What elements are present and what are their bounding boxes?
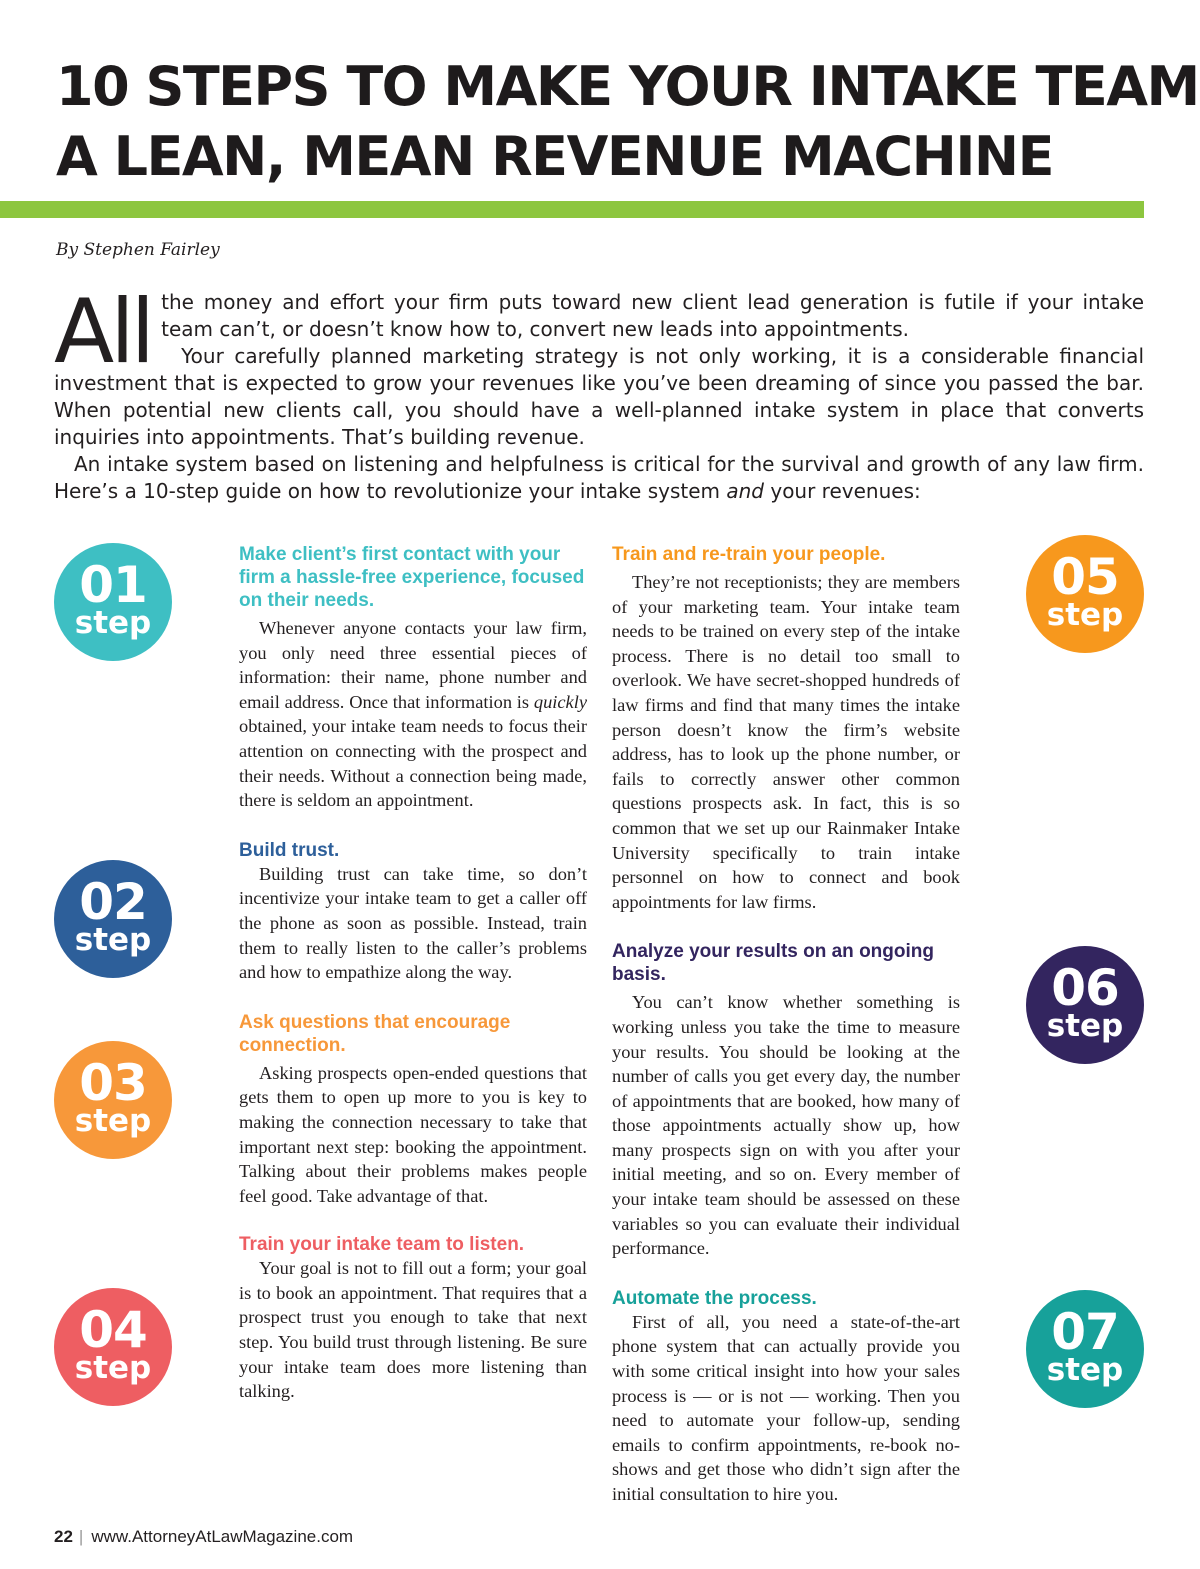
step-01-body-text: Whenever anyone contacts your law firm, you only need three essential pieces of information: their name, phone number and email address. Once that information is — [239, 618, 587, 712]
intro-paragraph-3 — [54, 451, 1144, 505]
step-number: 07 — [1051, 1303, 1119, 1361]
intro-text — [54, 280, 1144, 505]
intro-paragraph-1: the money and effort your firm puts toward new client lead generation is futile if your intake team can’t, or doesn’t know how to, convert new leads into appointments. — [161, 290, 1144, 341]
step-number: 06 — [1051, 959, 1119, 1017]
step-07-badge — [1026, 1290, 1144, 1408]
step-label: step — [74, 605, 152, 641]
step-01-body — [239, 616, 587, 813]
step-label: step — [74, 1103, 152, 1139]
step-07-body: First of all, you need a state-of-the-art phone system that can actually provide you with some critical insight into how your sales process is — or is not — working. Then you need to automate your follow-up, sending emails to confirm appointments, re-book no-shows and get those who didn’t sign after the initial consultation to hire you. — [612, 1311, 960, 1504]
step-04-section — [239, 1233, 587, 1404]
step-label: step — [1046, 1352, 1124, 1388]
step-04-heading: Train your intake team to listen. — [239, 1234, 525, 1256]
title-line-2: A LEAN, MEAN REVENUE MACHINE — [56, 125, 1053, 188]
step-number: 01 — [79, 556, 147, 614]
step-05-body: They’re not receptionists; they are members of your marketing team. Your intake team needs to be trained on every step of the intake process. There is no detail too small to overlook. We have secret-shopped hundreds of law firms and find that many times the intake person doesn’t know the firm’s website address, has to look up the phone number, or fails to correctly answer other common questions prospects ask. In fact, this is so common that we set up our Rainmaker Intake University specifically to train intake personnel on how to connect and book appointments for law firms. — [612, 572, 960, 912]
footer-website-link[interactable]: www.AttorneyAtLawMagazine.com — [91, 1527, 354, 1546]
step-04-body: Your goal is not to fill out a form; your goal is to book an appointment. That requires that a prospect trust you enough to take that next step. You build trust through listening. Be sure your intake team does more listening than talking. — [239, 1258, 587, 1402]
step-number: 05 — [1051, 548, 1119, 606]
step-number: 03 — [79, 1054, 147, 1112]
title-rule — [0, 201, 1144, 218]
intro-paragraph-3-end: your revenues: — [764, 479, 921, 503]
intro-paragraph-3-text: An intake system based on listening and helpfulness is critical for the survival and growth of any law firm. Here’s a 10-step guide on how to revolutionize your intake system — [54, 452, 1144, 503]
step-05-heading: Train and re-train your people. — [612, 544, 886, 565]
footer-separator: | — [78, 1527, 84, 1546]
step-number: 04 — [79, 1301, 147, 1359]
step-02-badge — [54, 860, 172, 978]
step-07-section — [612, 1287, 960, 1507]
right-column — [612, 543, 960, 1507]
step-01-body-end: obtained, your intake team needs to focus their attention on connecting with the prospect and their needs. Without a connection being made, there is seldom an appointment. — [239, 716, 587, 811]
page-footer — [54, 1527, 353, 1547]
step-06-badge — [1026, 946, 1144, 1064]
step-02-body: Building trust can take time, so don’t incentivize your intake team to get a caller off the phone as soon as possible. Instead, train them to really listen to the caller’s problems and how to empathize along the way. — [239, 863, 587, 983]
step-05-section — [612, 543, 960, 914]
step-03-section — [239, 1011, 587, 1209]
step-label: step — [74, 1350, 152, 1386]
step-04-badge — [54, 1288, 172, 1406]
step-07-heading: Automate the process. — [612, 1287, 817, 1309]
step-03-body: Asking prospects open-ended questions that gets them to open up more to you is key to making the connection necessary to take that important next step: booking the appointment. Talking about their problems makes people feel good. Take advantage of that. — [239, 1062, 587, 1206]
left-column — [239, 543, 587, 1404]
title-line-1: 10 STEPS TO MAKE YOUR INTAKE TEAM — [56, 55, 1199, 118]
step-03-badge — [54, 1041, 172, 1159]
byline: By Stephen Fairley — [56, 240, 220, 260]
step-03-heading: Ask questions that encourage connection. — [239, 1011, 511, 1056]
step-02-section — [239, 839, 587, 985]
step-05-badge — [1026, 535, 1144, 653]
intro-paragraph-3-emphasis: and — [726, 479, 764, 503]
step-06-body: You can’t know whether something is working unless you take the time to measure your results. You should be looking at the number of calls you get every day, the number of appointments that are booked, how many of those appointments actually show up, how many prospects sign on with you after your initial meeting, and so on. Every member of your intake team should be assessed on these variables so you can evaluate their individual performance. — [612, 992, 960, 1259]
drop-cap: All — [54, 280, 152, 383]
step-02-heading: Build trust. — [239, 839, 340, 861]
step-01-heading: Make client’s first contact with your firm a hassle-free experience, focused on their needs. — [239, 544, 585, 611]
intro-paragraph-2: Your carefully planned marketing strategy is not only working, it is a considerable financial investment that is expected to grow your revenues like you’ve been dreaming of since you passed the bar. When potential new clients call, you should have a well-planned intake system in place that converts inquiries into appointments. That’s building revenue. — [54, 344, 1144, 449]
step-01-body-emphasis: quickly — [533, 691, 587, 712]
step-label: step — [1046, 597, 1124, 633]
step-06-section — [612, 940, 960, 1261]
step-label: step — [1046, 1008, 1124, 1044]
article-title — [56, 52, 1199, 192]
step-01-section — [239, 543, 587, 813]
step-number: 02 — [79, 873, 147, 931]
step-label: step — [74, 922, 152, 958]
page-number: 22 — [54, 1527, 73, 1546]
step-06-heading: Analyze your results on an ongoing basis. — [612, 941, 934, 986]
step-01-badge — [54, 543, 172, 661]
